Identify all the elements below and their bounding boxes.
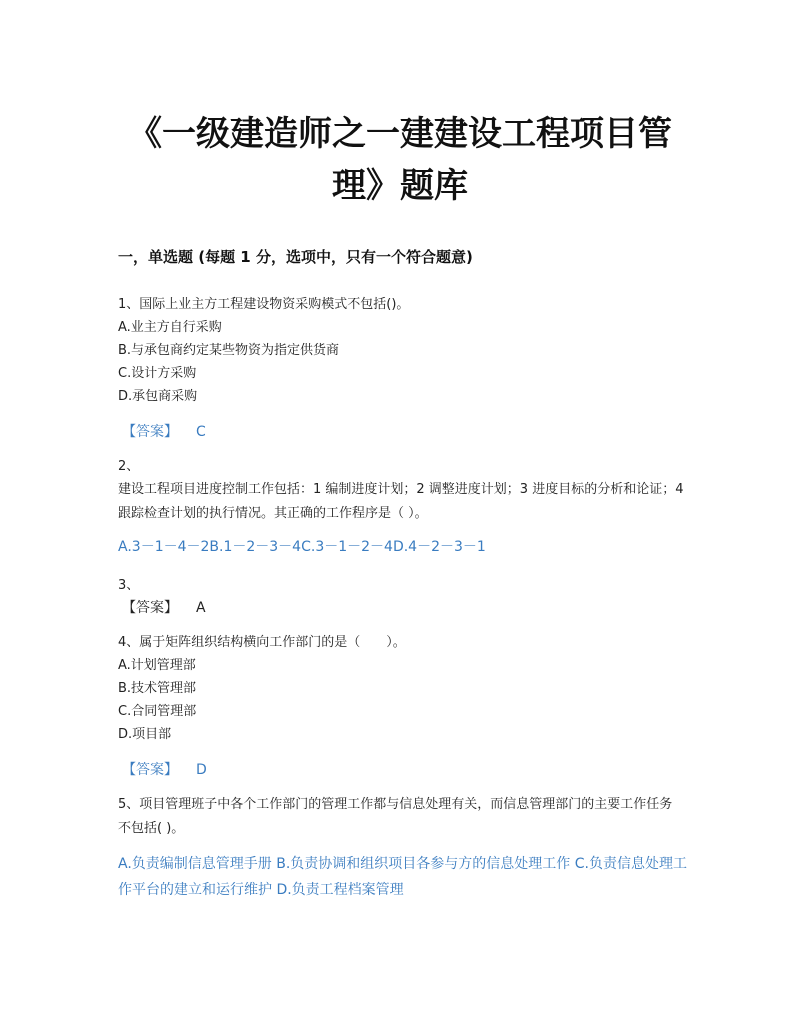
question-1-answer — [122, 421, 206, 441]
question-3-number: 3、 — [118, 578, 140, 593]
question-4 — [118, 631, 688, 746]
question-4-option-b: B.技术管理部 — [118, 681, 197, 696]
question-5-stem: 5、项目管理班子中各个工作部门的管理工作都与信息处理有关，而信息管理部门的主要工作任务不包括( )。 — [118, 797, 673, 836]
question-1-stem: 1、国际上业主方工程建设物资采购模式不包括()。 — [118, 297, 410, 312]
question-4-stem: 4、属于矩阵组织结构横向工作部门的是（ ）。 — [118, 635, 406, 650]
question-1-option-d: D.承包商采购 — [118, 389, 198, 404]
question-2-options: A.3－1－4－2B.1－2－3－4C.3－1－2－4D.4－2－3－1 — [118, 539, 486, 555]
question-4-answer — [122, 759, 207, 779]
question-2-stem: 建设工程项目进度控制工作包括：1 编制进度计划；2 调整进度计划；3 进度目标的分析和论证；4 跟踪检查计划的执行情况。其正确的工作程序是（ ）。 — [118, 482, 684, 521]
question-1-option-c: C.设计方采购 — [118, 366, 197, 381]
question-5-options: A.负责编制信息管理手册 B.负责协调和组织项目各参与方的信息处理工作 C.负责信息处理工作平台的建立和运行维护 D.负责工程档案管理 — [118, 856, 687, 898]
answer-label: 【答案】 — [122, 424, 178, 440]
question-2-number: 2、 — [118, 459, 140, 474]
question-1 — [118, 293, 688, 408]
title-line-1: 《一级建造师之一建建设工程项目管 — [128, 114, 672, 154]
answer-label: 【答案】 — [122, 762, 178, 778]
answer-value: A — [196, 600, 206, 616]
answer-value: D — [196, 762, 207, 778]
answer-value: C — [196, 424, 206, 440]
question-5 — [118, 793, 678, 841]
question-4-option-c: C.合同管理部 — [118, 704, 197, 719]
question-1-option-b: B.与承包商约定某些物资为指定供货商 — [118, 343, 340, 358]
section-heading: 一，单选题 (每题 1 分，选项中，只有一个符合题意) — [118, 248, 473, 266]
document-title — [100, 108, 700, 212]
question-1-option-a: A.业主方自行采购 — [118, 320, 222, 335]
question-3-answer — [122, 597, 206, 617]
question-3 — [118, 574, 688, 597]
answer-label: 【答案】 — [122, 600, 178, 616]
question-2 — [118, 455, 688, 526]
question-4-option-d: D.项目部 — [118, 727, 172, 742]
question-4-option-a: A.计划管理部 — [118, 658, 196, 673]
title-line-2: 理》题库 — [332, 166, 468, 206]
